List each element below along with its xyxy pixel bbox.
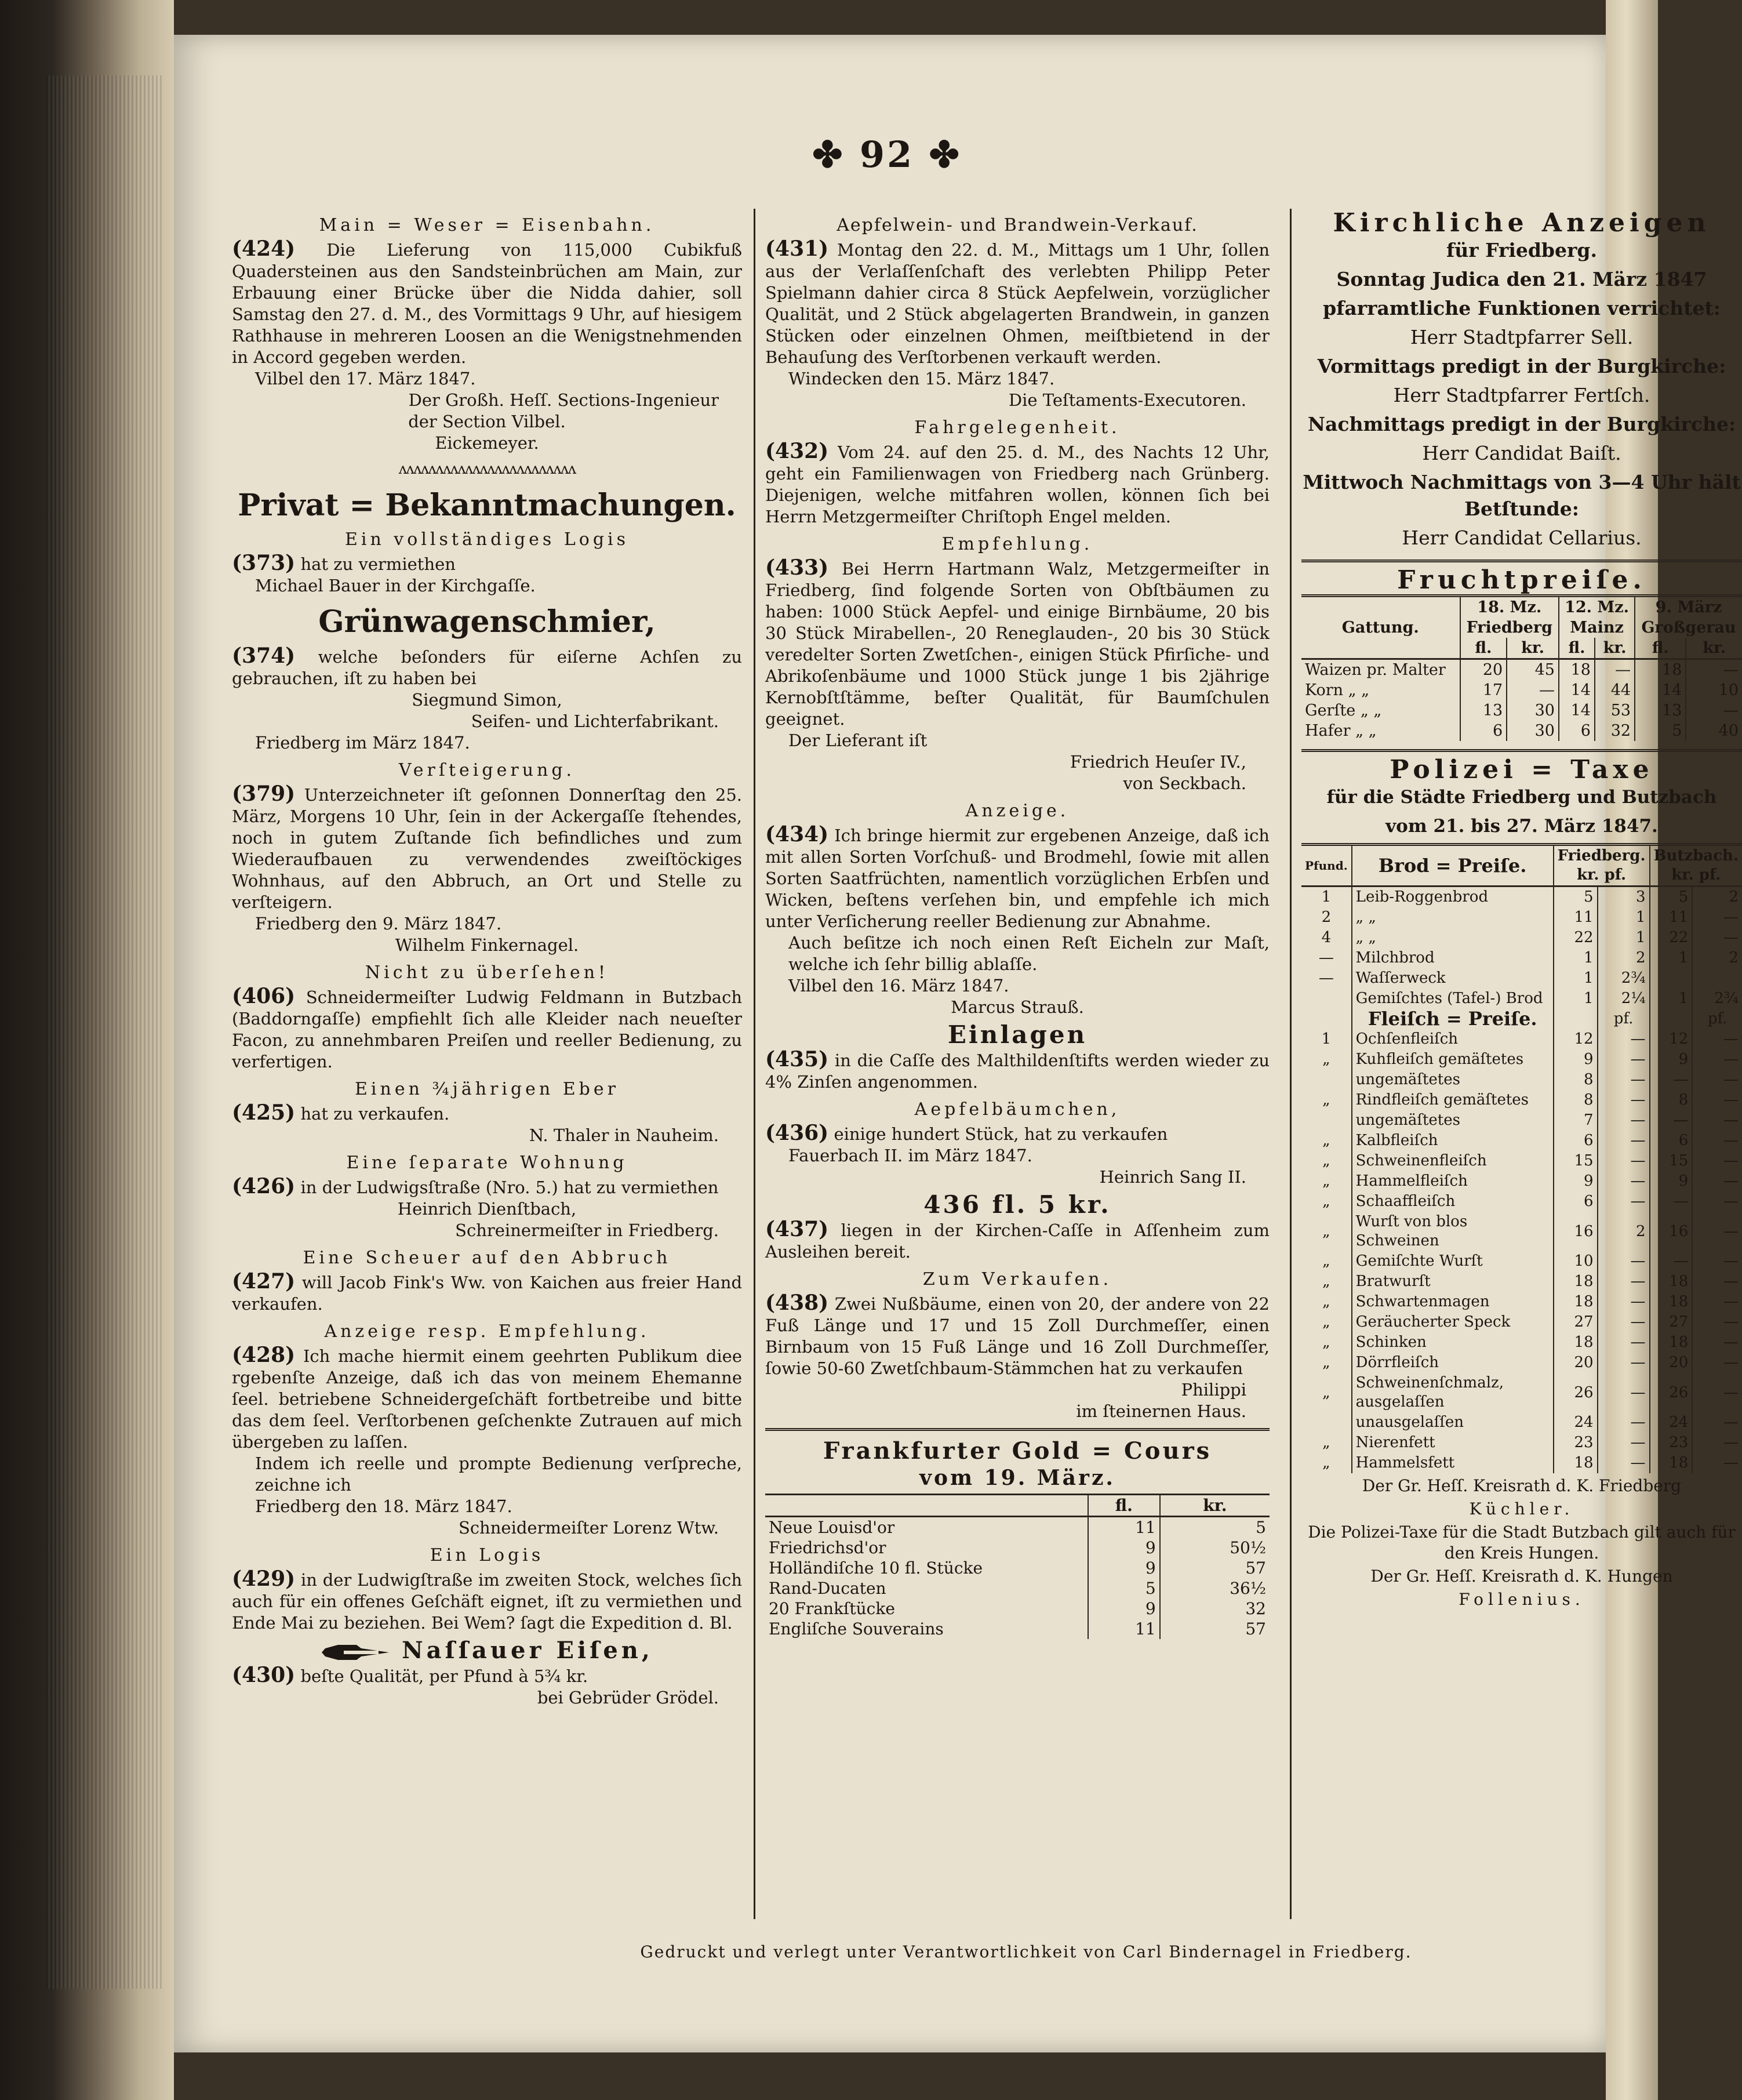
price-cell: 7 [1554,1110,1598,1131]
item-name: Kuhfleiſch gemäſtetes [1352,1049,1554,1070]
price-cell: — [1723,1293,1739,1310]
price-cell: 16 [1554,1212,1598,1251]
price-cell: 20 [1650,1353,1693,1373]
item-name: Gemiſchte Wurſt [1352,1251,1554,1271]
price-cell: 14 [1559,680,1595,700]
price-cell: — [1723,1091,1739,1109]
gold-fl: 11 [1088,1517,1160,1538]
notice-431: Aepfelwein- und Brandwein-Verkauf. (431) Montag den 22. d. M., Mittags um 1 Uhr, ſollen aus der Verlaſſenſchaft des verlebten Philipp Peter Spielmann dahier circa 8 Stück Aepfelwein, vorzüglicher Qualität, und 2 Stück abgelagerten Brandwein, in ganzen Stücken oder einzelnen Ohmen, meiſtbietend in der Behauſung des Verſtorbenen verkauft werden. Windecken den 15. März 1847. Die Teſtaments-Executoren. [765,215,1270,410]
item-name: Nierenfett [1352,1433,1554,1453]
table-row [1301,948,1742,968]
pound-cell [1301,1070,1352,1090]
table-row [1301,968,1742,989]
price-cell: 5 [1635,721,1686,741]
item-name: Leib-Roggenbrod [1352,886,1554,908]
price-cell: 18 [1554,1292,1598,1312]
gold-kr: 5 [1256,1518,1266,1537]
table-row [1301,700,1742,721]
item-name: Schwartenmagen [1352,1292,1554,1312]
price-cell: 11 [1554,907,1598,928]
price-cell: 6 [1460,721,1507,741]
price-cell: — [1598,1433,1650,1453]
price-cell: 15 [1554,1151,1598,1171]
price-cell: — [1723,909,1739,926]
price-cell: 12 [1554,1029,1598,1049]
price-cell: 2¾ [1714,990,1739,1007]
gold-course: Frankfurter Gold = Cours vom 19. März. fl. kr. Neue Louisd'or 11 5 Friedrichsd'or 9 50½ Holländiſche 10 fl. Stücke 9 57 Rand-Ducaten 5 36½ 20 Frankſtücke 9 32 Engliſche Souverains 11 57 [765,1428,1270,1639]
column-2 [765,209,1270,1644]
price-cell: — [1723,702,1739,720]
price-cell: — [1723,1252,1739,1270]
price-cell: 40 [1718,722,1739,740]
table-row [1301,886,1742,908]
price-cell: 18 [1650,1292,1693,1312]
price-cell: 9 [1554,1049,1598,1070]
price-cell: 24 [1554,1412,1598,1433]
price-cell: 5 [1650,886,1693,908]
price-cell: 6 [1559,721,1595,741]
pound-cell: „ [1301,1151,1352,1171]
notice-437: 436 fl. 5 kr. (437) liegen in der Kirchen-Caſſe in Aſſenheim zum Ausleihen bereit. [765,1190,1270,1262]
price-cell: 8 [1554,1070,1598,1090]
price-cell: — [1723,1334,1739,1351]
table-row [1301,1292,1742,1312]
price-cell: 22 [1650,928,1693,948]
gold-fl: 9 [1088,1538,1160,1558]
price-cell: 18 [1559,659,1595,681]
column-rule [1290,209,1292,1919]
price-cell: — [1595,659,1635,681]
fruit-prices: Fruchtpreiſe. Gattung. 18. Mz. 12. Mz. 9. März Friedberg Mainz Großgerau fl. kr. fl. kr. fl. kr. Waizen pr. Malter 20 45 18 — 18 — Korn „ „ 17 — 14 44 14 10 Gerſte „ „ 13 30 14 53 13 — Hafer „ „ 6 30 6 32 5 40 [1301,559,1742,741]
price-cell: 8 [1554,1090,1598,1110]
price-cell: — [1723,1313,1739,1331]
notice-373: Ein vollständiges Logis (373) hat zu vermiethen Michael Bauer in der Kirchgaſſe. [232,529,630,595]
grain-name: Waizen pr. Malter [1301,659,1460,681]
price-cell: 1 [1554,948,1598,968]
police-tax: Polizei = Taxe für die Städte Friedberg und Butzbach vom 21. bis 27. März 1847. Pfund. Brod = Preiſe. Friedberg. kr. pf. Butzbach. kr. pf. 1 Leib-Roggenbrod 5 3 5 2 2 „ „ 11 1 11 — 4 „ „ 22 1 22 — — Milchbrod 1 2 1 2 — Waſſerweck 1 2¾ Gemiſchtes (Tafel-) Brod 1 2¼ 1 2¾ Fleiſch = Preiſe. pf. pf. 1 Ochſenfleiſch 12 — 12 — „ Kuhfleiſch gemäſtetes 9 — 9 — ungemäſtetes 8 — — — „ Rindfleiſch gemäſtetes 8 — 8 — ungemäſtetes 7 — — — „ Kalbfleiſch 6 — 6 — „ Schweinenfleiſch 15 — 15 — „ Hammelfleiſch 9 — 9 — „ Schaaffleiſch 6 — — — „ Wurſt von blos Schweinen 16 2 16 — „ Gemiſchte Wurſt 10 — — — „ Bratwurſt 18 — 18 — „ Schwartenmagen 18 — 18 — „ Geräucherter Speck 27 — 27 — „ Schinken 18 — 18 — „ Dörrfleiſch 20 — 20 — „ Schweinenſchmalz, ausgelaſſen 26 — 26 — unausgelaſſen 24 — 24 — „ Nierenfett 23 — 23 — „ Hammelsfett 18 — 18 — Der Gr. Heſſ. Kreisrath d. K. Friedberg Küchler. Die Polizei-Taxe für die Stadt Butzbach gilt auch für den Kreis Hungen. Der Gr. Heſſ. Kreisrath d. K. Hungen Follenius. [1301,749,1742,1610]
price-cell: 17 [1460,680,1507,700]
price-cell: — [1650,1191,1693,1212]
table-row [765,1538,1270,1558]
table-row [1301,1332,1742,1353]
table-row [1301,1373,1742,1412]
pound-cell: „ [1301,1251,1352,1271]
table-row [1301,907,1742,928]
price-cell: — [1723,1354,1739,1371]
notice-424: (424) Die Lieferung von 115,000 Cubikfuß Quadersteinen aus den Sandsteinbrüchen am Main, zur Erbauung einer Brücke über die Nidda dahier, soll Samstag den 27. d. M., des Vormittags 9 Uhr, auf hiesigem Rathhause in mehreren Loosen an die Wenigstnehmenden in Accord gegeben werden. Vilbel den 17. März 1847. Der Großh. Heſſ. Sections-Ingenieur der Section Vilbel. Eickemeyer. [232,237,743,453]
price-cell: 10 [1554,1251,1598,1271]
price-cell: — [1598,1110,1650,1131]
police-tax-table: Pfund. Brod = Preiſe. Friedberg. kr. pf. Butzbach. kr. pf. 1 Leib-Roggenbrod 5 3 5 2 2 „ „ 11 1 11 — 4 „ „ 22 1 22 — — Milchbrod 1 2 1 2 — Waſſerweck 1 2¾ Gemiſchtes (Tafel-) Brod 1 2¼ 1 2¾ Fleiſch = Preiſe. pf. pf. 1 Ochſenfleiſch 12 — 12 — „ Kuhfleiſch gemäſtetes 9 — 9 — ungemäſtetes 8 — — — „ Rindfleiſch gemäſtetes 8 — 8 — ungemäſtetes 7 — — — „ Kalbfleiſch 6 — 6 — „ Schweinenfleiſch 15 — 15 — „ Hammelfleiſch 9 — 9 — „ Schaaffleiſch 6 — — — „ Wurſt von blos Schweinen 16 2 16 — „ Gemiſchte Wurſt 10 — — — „ Bratwurſt 18 — 18 — „ Schwartenmagen 18 — 18 — „ Geräucherter Speck 27 — 27 — „ Schinken 18 — 18 — „ Dörrfleiſch 20 — 20 — „ Schweinenſchmalz, ausgelaſſen 26 — 26 — unausgelaſſen 24 — 24 — „ Nierenfett 23 — 23 — „ Hammelsfett 18 — 18 — [1301,843,1742,1473]
currency-name: Friedrichsd'or [765,1538,1088,1558]
notice-426: Eine ſeparate Wohnung (426) in der Ludwigsſtraße (Nro. 5.) hat zu vermiethen Heinrich Dienſtbach, Schreinermeiſter in Friedberg. [232,1153,719,1240]
price-cell: 1 [1650,989,1693,1009]
table-row [1301,989,1742,1009]
private-notices-heading: Privat = Bekanntmachungen. [238,488,736,523]
price-cell: — [1598,1029,1650,1049]
item-name: Hammelsfett [1352,1453,1554,1473]
table-row [765,1517,1270,1538]
item-name: Wurſt von blos Schweinen [1352,1212,1554,1251]
price-cell: 6 [1650,1131,1693,1151]
price-cell: — [1598,1251,1650,1271]
item-name: Dörrfleiſch [1352,1353,1554,1373]
pound-cell: „ [1301,1332,1352,1353]
price-cell: 2 [1598,1212,1650,1251]
price-cell: 1 [1554,989,1598,1009]
notice-428: Anzeige resp. Empfehlung. (428) Ich mache hiermit einem geehrten Publikum diee rgebenſte Anzeige, daß ich das von meinem Ehemanne ſeel. betriebene Schneidergeſchäft fortbetreibe und bitte das dem ſeel. Verſtorbenen geſchenkte Zutrauen auf mich übergeben zu laſſen. Indem ich reelle und prompte Bedienung verſpreche, zeichne ich Friedberg den 18. März 1847. Schneidermeiſter Lorenz Wtw. [232,1321,743,1538]
notice-406: Nicht zu überſehen! (406) Schneidermeiſter Ludwig Feldmann in Butzbach (Baddorngaſſe) empfiehlt ſich alle Kleider nach neueſter Facon, zu annehmbaren Preiſen und reeller Bedienung, zu verfertigen. [232,962,743,1071]
price-cell: — [1650,1251,1693,1271]
notice-374: Grünwagenschmier, (374) welche beſonders für eiſerne Achſen zu gebrauchen, iſt zu haben bei Siegmund Simon, Seifen- und Lichterfabrikant. Friedberg im März 1847. [232,604,743,753]
price-cell: 9 [1650,1049,1693,1070]
notice-427: Eine Scheuer auf den Abbruch (427) will Jacob Fink's Ww. von Kaichen aus freier Hand verkaufen. [232,1248,743,1314]
item-name: Schinken [1352,1332,1554,1353]
table-row [1301,1433,1742,1453]
price-cell: 3 [1598,886,1650,908]
column-rule [754,209,755,1919]
gold-fl: 9 [1088,1598,1160,1619]
item-name: Hammelfleiſch [1352,1171,1554,1191]
price-cell: 15 [1650,1151,1693,1171]
table-row [1301,1049,1742,1070]
price-cell: 1 [1598,907,1650,928]
price-cell: — [1723,1434,1739,1451]
price-cell: 2 [1729,888,1739,906]
notice-425: Einen ¾jährigen Eber (425) hat zu verkaufen. N. Thaler in Nauheim. [232,1079,719,1145]
price-cell: — [1723,929,1739,946]
item-name: Bratwurſt [1352,1271,1554,1292]
column-3 [1301,209,1742,1612]
price-cell: 18 [1635,659,1686,681]
item-name: Schweinenſchmalz, ausgelaſſen [1352,1373,1554,1412]
table-row [1301,1271,1742,1292]
price-cell: — [1723,1273,1739,1290]
notice-429: Ein Logis (429) in der Ludwigſtraße im zweiten Stock, welches ſich auch für ein offenes Geſchäft eignet, iſt zu vermiethen und Ende Mai zu beziehen. Bei Wem? ſagt die Expedition d. Bl. [232,1545,743,1633]
price-cell: 14 [1559,700,1595,721]
table-row [1301,1412,1742,1433]
price-cell: — [1598,1271,1650,1292]
table-row [1301,1029,1742,1049]
price-cell: — [1723,1132,1739,1149]
table-row [765,1598,1270,1619]
table-row [1301,1171,1742,1191]
pound-cell: „ [1301,1292,1352,1312]
table-row [1301,1151,1742,1171]
price-cell: — [1723,1051,1739,1068]
price-cell: 9 [1650,1171,1693,1191]
table-row [1301,1131,1742,1151]
price-cell [1650,968,1693,989]
section-heading: Main = Weser = Eisenbahn. [319,215,655,235]
price-cell: 5 [1554,886,1598,908]
gold-kr: 32 [1245,1599,1266,1618]
pound-cell: „ [1301,1090,1352,1110]
price-cell: 27 [1554,1312,1598,1332]
price-cell: — [1598,1131,1650,1151]
price-cell: — [1598,1312,1650,1332]
notice-430: Naſſauer Eiſen, (430) beſte Qualität, per Pfund à 5¾ kr. bei Gebrüder Grödel. [232,1637,719,1707]
table-row [1301,1353,1742,1373]
table-row [765,1578,1270,1598]
price-cell: 24 [1650,1412,1693,1433]
table-row [1301,721,1742,741]
price-cell: — [1598,1292,1650,1312]
price-cell: 1 [1554,968,1598,989]
divider: ᴧᴧᴧᴧᴧᴧᴧᴧᴧᴧᴧᴧᴧᴧᴧᴧᴧᴧᴧᴧᴧᴧᴧᴧ [398,460,576,478]
pound-cell: 4 [1301,928,1352,948]
price-cell: 53 [1595,700,1635,721]
price-cell: 27 [1650,1312,1693,1332]
currency-name: 20 Frankſtücke [765,1598,1088,1619]
pound-cell: „ [1301,1453,1352,1473]
notice-438: Zum Verkaufen. (438) Zwei Nußbäume, einen von 20, der andere von 22 Fuß Länge und 17 und 15 Zoll Durchmeſſer, einen Birnbaum von 15 Fuß Länge und 16 Zoll Durchmeſſer, ſowie 50-60 Zwetſchbaum-Stämmchen hat zu verkaufen Philippi im ſteinernen Haus. [765,1269,1270,1421]
pound-cell: „ [1301,1191,1352,1212]
pound-cell [1301,989,1352,1009]
item-name: „ „ [1352,928,1554,948]
pound-cell: — [1301,948,1352,968]
price-cell: 9 [1554,1171,1598,1191]
price-cell: 2 [1598,948,1650,968]
gold-fl: 11 [1088,1619,1160,1639]
newspaper-page [174,35,1741,2052]
pound-cell [1301,1412,1352,1433]
notice-433: Empfehlung. (433) Bei Herrn Hartmann Walz, Metzgermeiſter in Friedberg, ſind folgende Sorten von Obſtbäumen zu haben: 1000 Stück Aepfel- und einige Birnbäume, 20 bis 30 Stück Mirabellen-, 20 Reneglauden-, 20 bis 30 Stück veredelter Sorten Zwetſchen-, einigen Stück Pfirſiche- und Abrikoſenbäume und 1000 Stück junge 1 bis 2jährige Kernobſtſtämme, beſter Qualität, für Baumſchulen geeignet. Der Lieferant iſt Friedrich Heuſer IV., von Seckbach. [765,534,1270,793]
item-name: Ochſenfleiſch [1352,1029,1554,1049]
book-edge [0,0,174,2100]
notice-434: Anzeige. (434) Ich bringe hiermit zur ergebenen Anzeige, daß ich mit allen Sorten Vorſchuß- und Brodmehl, ſowie mit allen Sorten Saatfrüchten, namentlich vorzüglichen Erbſen und Wicken, beſtens verſehen bin, und empfehle ich mich unter Verſicherung reeller Bedienung zur Abnahme. Auch beſitze ich noch einen Reſt Eicheln zur Maſt, welche ich ſehr billig ablaſſe. Vilbel den 16. März 1847. Marcus Strauß. [765,801,1270,1017]
grain-name: Korn „ „ [1301,680,1460,700]
table-row [1301,928,1742,948]
notice-436: Aepfelbäumchen, (436) einige hundert Stück, hat zu verkaufen Fauerbach II. im März 1847. Heinrich Sang II. [765,1099,1246,1187]
price-cell: 16 [1650,1212,1693,1251]
pound-cell: „ [1301,1271,1352,1292]
price-cell: — [1598,1090,1650,1110]
price-cell: 18 [1554,1332,1598,1353]
price-cell: 18 [1650,1453,1693,1473]
table-row [1301,1090,1742,1110]
price-cell: — [1723,1172,1739,1190]
table-row [765,1558,1270,1578]
price-cell: 2¾ [1598,968,1650,989]
table-row [1301,1070,1742,1090]
item-name: Geräucherter Speck [1352,1312,1554,1332]
price-cell: 26 [1650,1373,1693,1412]
pound-cell: 2 [1301,907,1352,928]
notice-432: Fahrgelegenheit. (432) Vom 24. auf den 25. d. M., des Nachts 12 Uhr, geht ein Familienwagen von Friedberg nach Grünberg. Diejenigen, welche mitfahren wollen, können ſich bei Herrn Metzgermeiſter Chriſtoph Engel melden. [765,417,1270,526]
pound-cell: „ [1301,1171,1352,1191]
price-cell: 10 [1718,681,1739,699]
price-cell: — [1723,1414,1739,1431]
price-cell: — [1598,1191,1650,1212]
price-cell: 12 [1650,1029,1693,1049]
price-cell: 30 [1507,721,1559,741]
pound-cell: „ [1301,1433,1352,1453]
price-cell: 45 [1507,659,1559,681]
price-cell: 23 [1554,1433,1598,1453]
pound-cell: „ [1301,1353,1352,1373]
price-cell: — [1723,661,1739,679]
table-row [765,1619,1270,1639]
item-name: Gemiſchtes (Tafel-) Brod [1352,989,1554,1009]
currency-name: Holländiſche 10 fl. Stücke [765,1558,1088,1578]
table-row [1301,1191,1742,1212]
price-cell: 11 [1650,907,1693,928]
price-cell: — [1598,1171,1650,1191]
gold-kr: 50½ [1230,1538,1266,1557]
item-name: unausgelaſſen [1352,1412,1554,1433]
price-cell: 20 [1460,659,1507,681]
fruit-prices-table: Gattung. 18. Mz. 12. Mz. 9. März Friedberg Mainz Großgerau fl. kr. fl. kr. fl. kr. Waizen pr. Malter 20 45 18 — 18 — Korn „ „ 17 — 14 44 14 10 Gerſte „ „ 13 30 14 53 13 — Hafer „ „ 6 30 6 32 5 40 [1301,594,1742,741]
price-cell [1692,968,1742,989]
item-name: Milchbrod [1352,948,1554,968]
price-cell: 26 [1554,1373,1598,1412]
price-cell: 18 [1554,1271,1598,1292]
price-cell: — [1650,1070,1693,1090]
price-cell: — [1598,1332,1650,1353]
price-cell: — [1723,1152,1739,1169]
pound-cell [1301,1110,1352,1131]
price-cell: 32 [1595,721,1635,741]
gold-fl: 5 [1088,1578,1160,1598]
price-cell: — [1723,1030,1739,1048]
pound-cell: „ [1301,1049,1352,1070]
table-row [1301,1312,1742,1332]
item-name: Schweinenfleiſch [1352,1151,1554,1171]
price-cell: 18 [1650,1271,1693,1292]
price-cell: — [1598,1049,1650,1070]
table-row [1301,680,1742,700]
item-name: Schaaffleiſch [1352,1191,1554,1212]
page-number: ✤ 92 ✤ [812,133,962,176]
gold-kr: 36½ [1230,1579,1266,1598]
price-cell: — [1723,1071,1739,1088]
table-row [1301,1251,1742,1271]
price-cell: 8 [1650,1090,1693,1110]
pound-cell: „ [1301,1212,1352,1251]
pound-cell: „ [1301,1312,1352,1332]
price-cell: — [1723,1193,1739,1210]
price-cell: — [1723,1383,1739,1401]
notice-435: Einlagen (435) in die Caſſe des Malthildenſtifts werden wieder zu 4% Zinſen angenommen. [765,1020,1270,1092]
pound-cell: 1 [1301,1029,1352,1049]
price-cell: 2¼ [1598,989,1650,1009]
gold-kr: 57 [1245,1558,1266,1578]
price-cell: — [1598,1151,1650,1171]
item-name: Waſſerweck [1352,968,1554,989]
price-cell: 44 [1595,680,1635,700]
item-name: „ „ [1352,907,1554,928]
church-notices: Kirchliche Anzeigen für Friedberg. Sonntag Judica den 21. März 1847 pfarramtliche Funktionen verrichtet: Herr Stadtpfarrer Sell. Vormittags predigt in der Burgkirche: Herr Stadtpfarrer Fertſch. Nachmittags predigt in der Burgkirche: Herr Candidat Baiſt. Mittwoch Nachmittags von 3—4 Uhr hält Betſtunde: Herr Candidat Cellarius. [1303,208,1741,549]
price-cell: — [1598,1353,1650,1373]
price-cell: — [1598,1412,1650,1433]
notice-379: Verſteigerung. (379) Unterzeichneter iſt geſonnen Donnerſtag den 25. März, Morgens 10 Uhr, ſein in der Ackergaſſe ſtehendes, noch in gutem Zuſtande ſich befindliches und zum Wiederaufbauen zu verwendendes zweiſtöckiges Wohnhaus, auf den Abbruch, an Ort und Stelle zu verſteigern. Friedberg den 9. März 1847. Wilhelm Finkernagel. [232,760,743,955]
price-cell: — [1598,1070,1650,1090]
price-cell: 13 [1635,700,1686,721]
price-cell: — [1598,1373,1650,1412]
column-1 [232,209,742,1713]
imprint-footer: Gedruckt und verlegt unter Verantwortlichkeit von Carl Bindernagel in Friedberg. [640,1942,1412,1961]
price-cell: 23 [1650,1433,1693,1453]
grain-name: Gerſte „ „ [1301,700,1460,721]
price-cell: 14 [1635,680,1686,700]
currency-name: Rand-Ducaten [765,1578,1088,1598]
price-cell: 1 [1650,948,1693,968]
price-cell: — [1507,680,1559,700]
item-name: ungemäſtetes [1352,1110,1554,1131]
price-cell: 6 [1554,1131,1598,1151]
price-cell: — [1723,1111,1739,1129]
price-cell: — [1598,1453,1650,1473]
currency-name: Engliſche Souverains [765,1619,1088,1639]
item-name: Rindfleiſch gemäſtetes [1352,1090,1554,1110]
price-cell: 13 [1460,700,1507,721]
pound-cell: 1 [1301,886,1352,908]
table-row [1301,1453,1742,1473]
item-name: Kalbfleiſch [1352,1131,1554,1151]
pointing-hand-icon [321,1643,390,1662]
price-cell: 22 [1554,928,1598,948]
price-cell: 2 [1729,949,1739,967]
price-cell: — [1723,1222,1739,1240]
grain-name: Hafer „ „ [1301,721,1460,741]
table-row [1301,1110,1742,1131]
item-name: ungemäſtetes [1352,1070,1554,1090]
gold-fl: 9 [1088,1558,1160,1578]
price-cell: 30 [1507,700,1559,721]
price-cell: 20 [1554,1353,1598,1373]
pound-cell: „ [1301,1131,1352,1151]
price-cell: 1 [1598,928,1650,948]
price-cell: 18 [1554,1453,1598,1473]
table-row [1301,659,1742,681]
currency-name: Neue Louisd'or [765,1517,1088,1538]
table-row [1301,1212,1742,1251]
price-cell: — [1650,1110,1693,1131]
pound-cell: — [1301,968,1352,989]
pound-cell: „ [1301,1373,1352,1412]
price-cell: 6 [1554,1191,1598,1212]
price-cell: — [1723,1454,1739,1472]
gold-kr: 57 [1245,1619,1266,1638]
price-cell: 18 [1650,1332,1693,1353]
gold-course-table: fl. kr. Neue Louisd'or 11 5 Friedrichsd'or 9 50½ Holländiſche 10 fl. Stücke 9 57 Rand-Ducaten 5 36½ 20 Frankſtücke 9 32 Engliſche Souverains 11 57 [765,1494,1270,1639]
